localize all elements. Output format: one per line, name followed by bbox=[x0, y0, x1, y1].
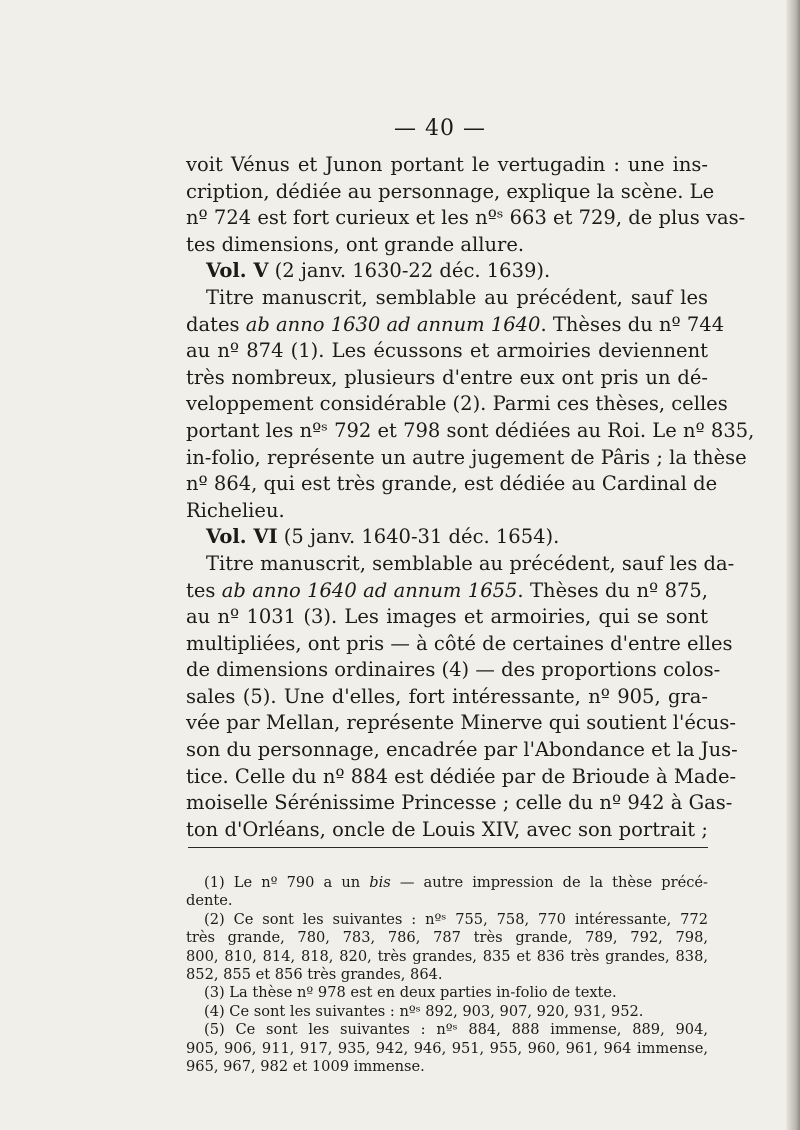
body-line: nº 724 est fort curieux et les nºˢ 663 et 729, de plus vas- bbox=[186, 206, 746, 230]
text-fragment: — autre impression de la thèse précé- bbox=[390, 874, 708, 891]
footnote-line bbox=[186, 874, 708, 892]
text-fragment: (1) Le nº 790 a un bbox=[204, 874, 370, 891]
body-line: Titre manuscrit, semblable au précédent, sauf les bbox=[206, 285, 708, 309]
footnote-line: (3) La thèse nº 978 est en deux parties in-folio de texte. bbox=[204, 984, 617, 1002]
body-line: Titre manuscrit, semblable au précédent, sauf les da- bbox=[206, 551, 735, 575]
body-line: tes dimensions, ont grande allure. bbox=[186, 232, 525, 256]
text-fragment: tes bbox=[186, 578, 222, 602]
italic-phrase: bis bbox=[369, 874, 391, 891]
italic-phrase: ab anno 1630 ad annum 1640 bbox=[245, 312, 541, 336]
body-line: très nombreux, plusieurs d'entre eux ont pris un dé- bbox=[186, 365, 708, 389]
footnote-separator bbox=[188, 847, 708, 848]
footnote-line: 965, 967, 982 et 1009 immense. bbox=[186, 1058, 425, 1076]
page-number: — 40 — bbox=[394, 116, 486, 141]
footnote-line: (2) Ce sont les suivantes : nºˢ 755, 758, 770 intéressante, 772 bbox=[204, 910, 708, 928]
body-line bbox=[186, 312, 725, 339]
body-text bbox=[186, 152, 755, 843]
footnote-line: très grande, 780, 783, 786, 787 très grande, 789, 792, 798, bbox=[186, 929, 708, 947]
footnote-line: 852, 855 et 856 très grandes, 864. bbox=[186, 966, 443, 984]
text-fragment: . Thèses du nº 744 bbox=[540, 312, 725, 336]
body-line: portant les nºˢ 792 et 798 sont dédiées au Roi. Le nº 835, bbox=[186, 418, 755, 442]
body-line: vée par Mellan, représente Minerve qui soutient l'écus- bbox=[186, 711, 736, 735]
footnote-line: 800, 810, 814, 818, 820, très grandes, 835 et 836 très grandes, 838, bbox=[186, 947, 708, 965]
footnote-line: 905, 906, 911, 917, 935, 942, 946, 951, 955, 960, 961, 964 immense, bbox=[186, 1039, 708, 1057]
italic-phrase: ab anno 1640 ad annum 1655 bbox=[221, 578, 518, 602]
page-edge-shadow bbox=[786, 0, 800, 1130]
body-line: au nº 874 (1). Les écussons et armoiries deviennent bbox=[186, 339, 708, 363]
body-line: son du personnage, encadrée par l'Abondance et la Jus- bbox=[186, 738, 738, 762]
volume-label: Vol. V bbox=[206, 259, 269, 283]
footnote-line: dente. bbox=[186, 892, 233, 910]
body-line: de dimensions ordinaires (4) — des proportions colos- bbox=[186, 658, 721, 682]
footnote-line: (4) Ce sont les suivantes : nºˢ 892, 903, 907, 920, 931, 952. bbox=[204, 1002, 644, 1020]
body-line: veloppement considérable (2). Parmi ces thèses, celles bbox=[186, 392, 728, 416]
text-fragment: . Thèses du nº 875, bbox=[517, 578, 708, 602]
volume-label: Vol. VI bbox=[206, 525, 278, 549]
body-line: ton d'Orléans, oncle de Louis XIV, avec son portrait ; bbox=[186, 817, 708, 841]
body-line: sales (5). Une d'elles, fort intéressante, nº 905, gra- bbox=[186, 684, 708, 708]
body-line bbox=[186, 578, 708, 605]
body-line: nº 864, qui est très grande, est dédiée au Cardinal de bbox=[186, 472, 718, 496]
body-line: tice. Celle du nº 884 est dédiée par de Brioude à Made- bbox=[186, 764, 737, 788]
body-line bbox=[186, 524, 708, 551]
text-fragment: dates bbox=[186, 312, 246, 336]
body-line: voit Vénus et Junon portant le vertugadin : une ins- bbox=[186, 153, 708, 176]
body-line: moiselle Sérénissime Princesse ; celle du nº 942 à Gas- bbox=[186, 791, 733, 815]
footnotes bbox=[186, 874, 708, 1076]
body-line: au nº 1031 (3). Les images et armoiries, qui se sont bbox=[186, 605, 708, 629]
footnote-line: (5) Ce sont les suivantes : nºˢ 884, 888 immense, 889, 904, bbox=[204, 1021, 708, 1039]
body-line: Richelieu. bbox=[186, 498, 285, 522]
body-line: cription, dédiée au personnage, explique la scène. Le bbox=[186, 179, 715, 203]
body-line: in-folio, représente un autre jugement de Pâris ; la thèse bbox=[186, 445, 747, 469]
body-line: multipliées, ont pris — à côté de certaines d'entre elles bbox=[186, 631, 733, 655]
volume-dates: (5 janv. 1640-31 déc. 1654). bbox=[277, 525, 560, 549]
volume-dates: (2 janv. 1630-22 déc. 1639). bbox=[268, 259, 551, 283]
body-line bbox=[186, 258, 708, 285]
